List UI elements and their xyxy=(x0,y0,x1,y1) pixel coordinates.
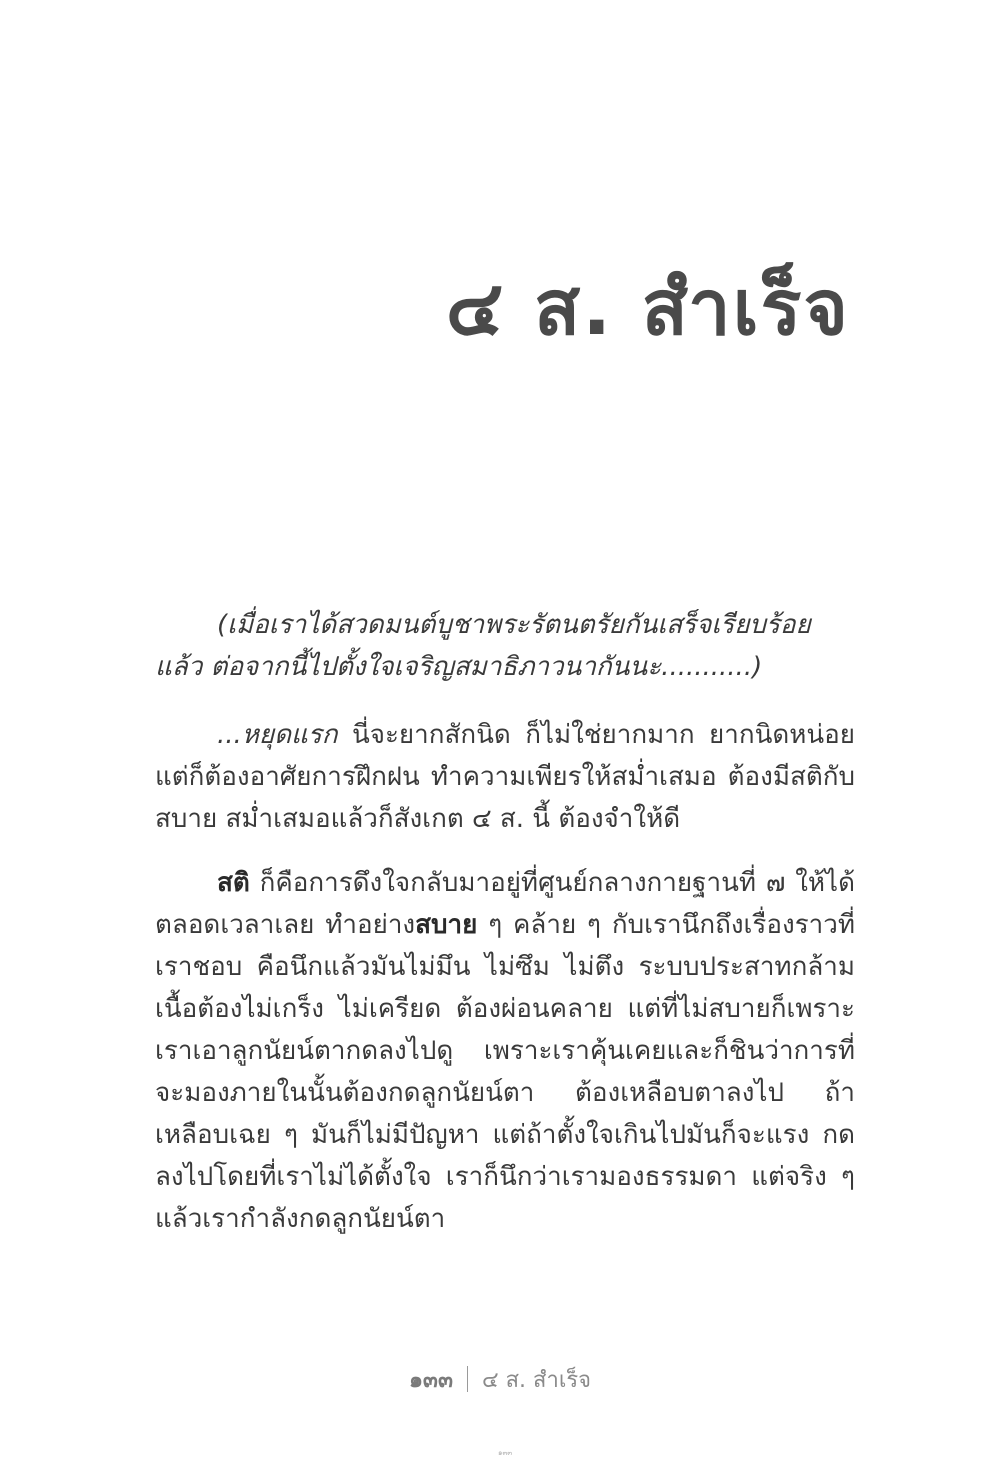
first-stop-term: ...หยุดแรก xyxy=(217,720,338,750)
paragraph-3 xyxy=(155,862,855,1240)
paragraph-3-text-a: ก็คือการดึงใจกลับมาอยู่ที่ศูนย์กลางกายฐานที่ ๗ ให้ได้ตลอดเวลาเลย ทำอย่าง xyxy=(155,868,855,940)
paragraph-sati xyxy=(155,862,855,1262)
paragraph-2 xyxy=(155,714,855,840)
term-sati: สติ xyxy=(217,868,250,898)
intro-block xyxy=(155,604,855,710)
page-footer xyxy=(0,1362,1000,1397)
page-number: ๑๓๓ xyxy=(408,1368,453,1393)
paragraph-3-text-b: ๆ คล้าย ๆ กับเรานึกถึงเรื่องราวที่เราชอบ คือนึกแล้วมันไม่มึน ไม่ซึม ไม่ตึง ระบบประสาทกล้ามเนื้อต้องไม่เกร็ง ไม่เครียด ต้องผ่อนคลาย แต่ที่ไม่สบายก็เพราะเราเอาลูกนัยน์ตากดลงไปดู เพราะเราคุ้นเคยและก็ชินว่าการที่จะมองภายในนั้นต้องกดลูกนัยน์ตา ต้องเหลือบตาลงไป ถ้าเหลือบเฉย ๆ มันก็ไม่มีปัญหา แต่ถ้าตั้งใจเกินไปมันก็จะแรง กดลงไปโดยที่เราไม่ได้ตั้งใจ เราก็นึกว่าเรามองธรรมดา แต่จริง ๆ แล้วเรากำลังกดลูกนัยน์ตา xyxy=(155,910,855,1234)
intro-paragraph: (เมื่อเราได้สวดมนต์บูชาพระรัตนตรัยกันเสร็จเรียบร้อยแล้ว ต่อจากนี้ไปตั้งใจเจริญสมาธิภาวนากันนะ...........) xyxy=(155,610,811,682)
footer-divider xyxy=(467,1366,468,1392)
paragraph-2-text: นี่จะยากสักนิด ก็ไม่ใช่ยากมาก ยากนิดหน่อย แต่ก็ต้องอาศัยการฝึกฝน ทำความเพียรให้สม่ำเสมอ ต้องมีสติกับสบาย สม่ำเสมอแล้วก็สังเกต ๔ ส. นี้ ต้องจำให้ดี xyxy=(155,720,855,834)
term-sabai: สบาย xyxy=(415,910,478,940)
chapter-title: ๔ ส. สำเร็จ xyxy=(445,263,850,352)
paragraph-first-stop xyxy=(155,714,855,862)
running-title: ๔ ส. สำเร็จ xyxy=(481,1368,592,1393)
scan-page-mark: ๑๓๓ xyxy=(498,1449,513,1457)
